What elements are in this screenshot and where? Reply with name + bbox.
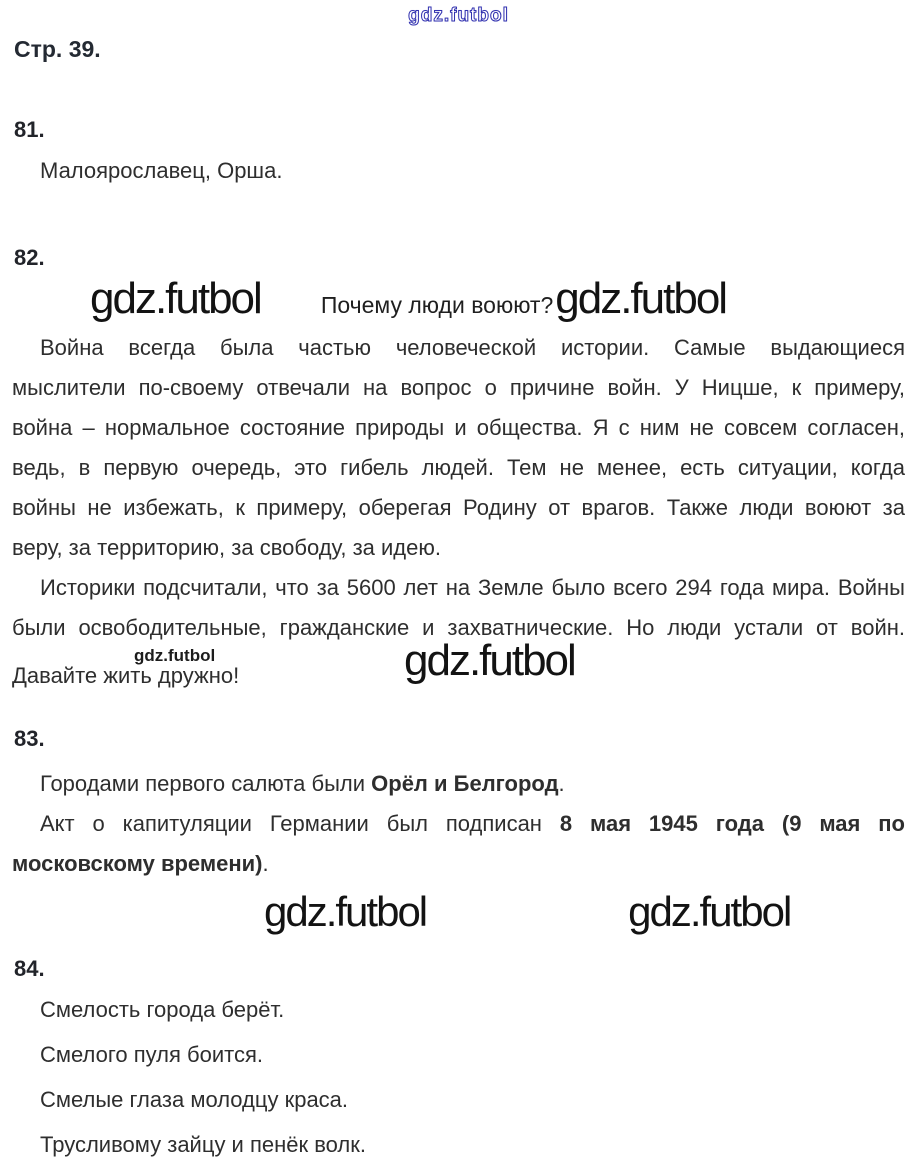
task-81-answer: Малоярославец, Орша. [40,158,283,183]
text-line: Трусливому зайцу и пенёк волк. [40,1132,366,1157]
proverb-list [12,998,905,1157]
text-line: Историки подсчитали, что за 5600 лет на Земле было всего 294 года мира. Войны [40,575,905,600]
regular-text: Акт о капитуляции Германии был подписан [40,811,560,836]
task-83-answer-line-3 [12,844,905,884]
watermark-middle: gdz.futbol [404,636,575,685]
text-line: мыслители по-своему отвечали на вопрос о причине войн. У Ницше, к примеру, [12,375,905,400]
watermark-small: gdz.futbol [134,646,216,665]
text-line: Смелые глаза молодцу краса. [40,1087,349,1112]
page-heading: Стр. 39. [14,36,101,62]
watermark-row [12,888,905,946]
essay-title-row [12,274,905,328]
watermark-title-right: gdz.futbol [555,274,727,323]
essay-title: Почему люди воюют? [320,292,554,318]
conclusion-row [12,636,905,704]
task-83-answer-line-1 [12,764,905,804]
watermark-title-left: gdz.futbol [90,274,261,323]
text-line: ведь, в первую очередь, это гибель людей. Тем не менее, есть ситуации, когда [12,455,905,480]
text-line: Война всегда была частью человеческой истории. Самые выдающиеся [40,335,905,360]
task-83-number: 83. [14,726,45,751]
bold-text: московскому времени) [12,851,263,876]
regular-text: . [262,851,269,876]
text-line: войны не избежать, к примеру, оберегая Родину от врагов. Также люди воюют за [12,495,905,520]
text-line: Смелость города берёт. [40,997,285,1022]
text-line: веру, за территорию, за свободу, за идею. [12,535,441,560]
essay-conclusion: Давайте жить дружно! [12,663,240,688]
text-line: война – нормальное состояние природы и общества. Я с ним не совсем согласен, [12,415,905,440]
text-line: Смелого пуля боится. [40,1042,263,1067]
task-84-number: 84. [14,956,45,981]
bold-text: Орёл и Белгород [371,771,559,796]
watermark-bottom-right: gdz.futbol [628,888,791,935]
regular-text: . [558,771,565,796]
task-83-answer-line-2 [12,804,905,844]
bold-text: 8 мая 1945 года (9 мая по [559,811,905,836]
essay-paragraph-1 [12,328,905,568]
text-line: были освободительные, гражданские и захватнические. Но люди устали от войн. [12,615,905,640]
task-81-number: 81. [14,117,45,142]
task-82-number: 82. [14,245,45,270]
top-watermark: gdz.futbol [408,5,509,26]
watermark-bottom-left: gdz.futbol [264,888,427,935]
regular-text: Городами первого салюта были [40,771,372,796]
